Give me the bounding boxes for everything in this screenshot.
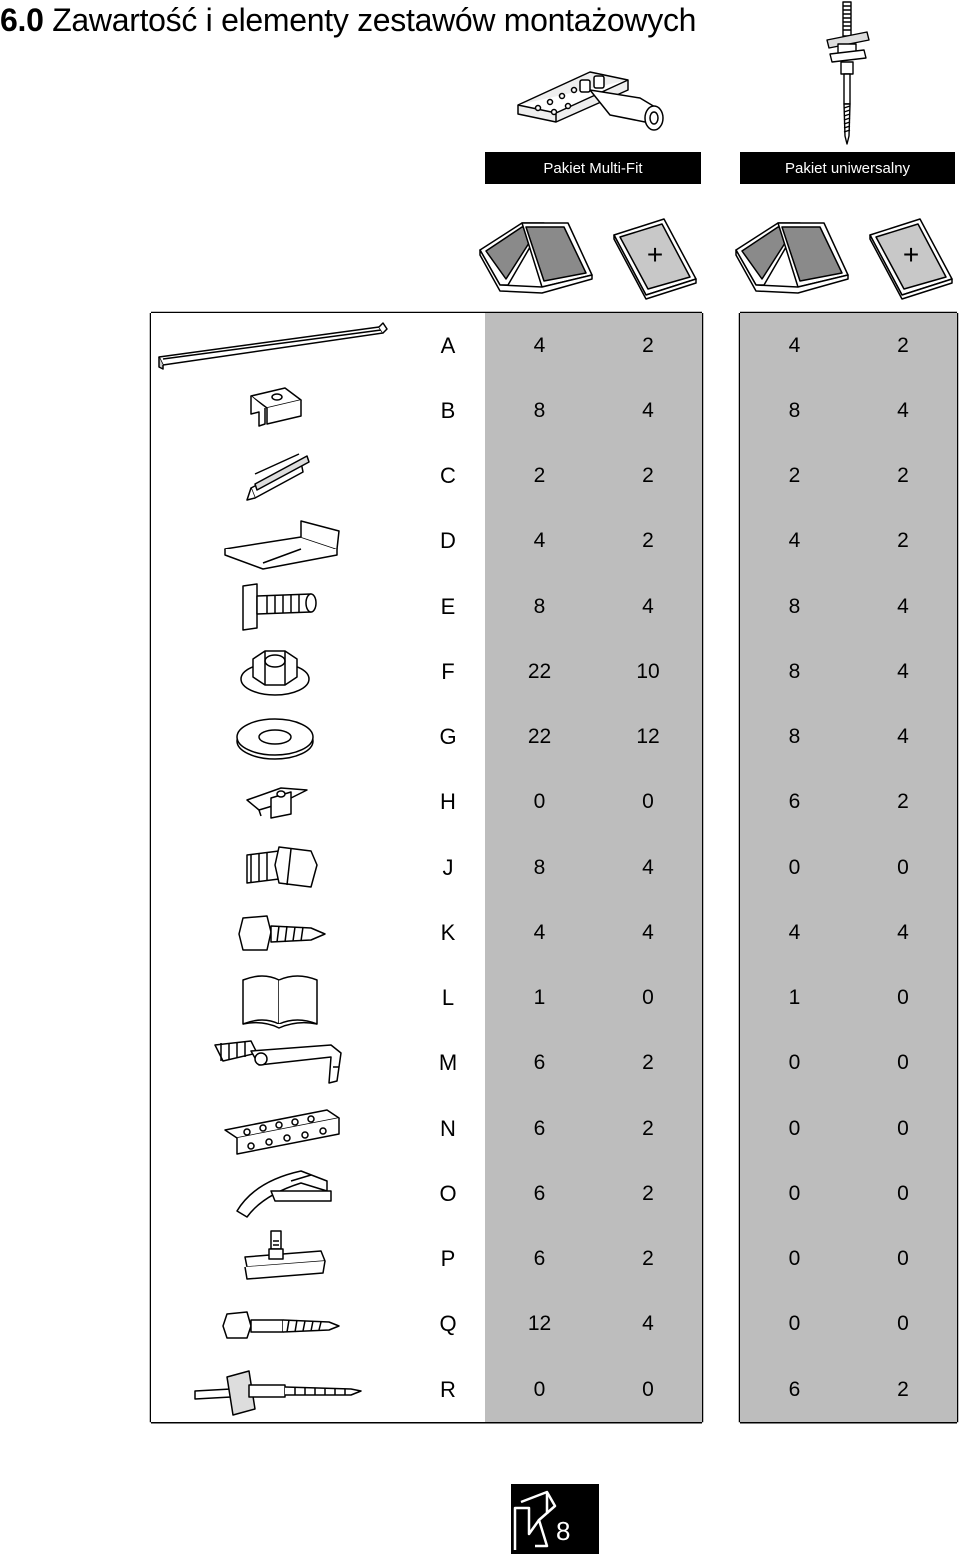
multifit-base-qty: 4 (485, 313, 594, 378)
universal-base-qty: 0 (740, 1227, 849, 1292)
universal-base-qty: 4 (740, 509, 849, 574)
universal-extension-qty: 2 (849, 770, 957, 835)
hanger-bolt-icon (151, 1357, 411, 1422)
multifit-extension-qty: 4 (594, 574, 702, 639)
part-letter: O (411, 1161, 485, 1226)
t-bolt-icon (151, 574, 411, 639)
part-letter: R (411, 1357, 485, 1422)
section-number: 6.0 (0, 2, 44, 38)
part-letter: H (411, 770, 485, 835)
universal-extension-qty: 2 (849, 313, 957, 378)
manual-book-icon (151, 966, 411, 1031)
self-tapping-screw-icon (151, 900, 411, 965)
part-image (151, 900, 411, 965)
universal-base-qty: 0 (740, 1161, 849, 1226)
multifit-extension-qty: 0 (594, 770, 702, 835)
multifit-extension-qty: 2 (594, 509, 702, 574)
multifit-base-qty: 6 (485, 1227, 594, 1292)
clamp-block-icon (151, 378, 411, 443)
multifit-extension-qty: 2 (594, 1096, 702, 1161)
rail-connector-icon (151, 444, 411, 509)
page-logo (511, 1484, 599, 1554)
multifit-extension-plus: + (646, 239, 664, 270)
universal-extension-qty: 2 (849, 509, 957, 574)
hex-bolt-icon (151, 835, 411, 900)
universal-base-qty: 8 (740, 574, 849, 639)
part-letter: G (411, 705, 485, 770)
part-image (151, 1357, 411, 1422)
part-letter: B (411, 378, 485, 443)
universal-base-qty: 0 (740, 835, 849, 900)
part-image (151, 1292, 411, 1357)
universal-base-qty: 2 (740, 444, 849, 509)
part-image (151, 1161, 411, 1226)
multifit-extension-qty: 4 (594, 835, 702, 900)
multifit-extension-qty: 0 (594, 966, 702, 1031)
multifit-base-qty: 1 (485, 966, 594, 1031)
part-image (151, 509, 411, 574)
multifit-base-qty: 6 (485, 1031, 594, 1096)
multifit-base-qty: 0 (485, 770, 594, 835)
universal-base-qty: 4 (740, 313, 849, 378)
universal-extension-qty: 0 (849, 1096, 957, 1161)
part-letter: D (411, 509, 485, 574)
kit-header-multifit: Pakiet Multi-Fit (485, 152, 701, 184)
universal-base-qty: 8 (740, 639, 849, 704)
washer-icon (151, 705, 411, 770)
universal-extension-qty: 0 (849, 835, 957, 900)
multifit-base-qty: 22 (485, 705, 594, 770)
bolted-clamp-icon (151, 1227, 411, 1292)
universal-extension-qty: 4 (849, 378, 957, 443)
universal-base-qty: 0 (740, 1031, 849, 1096)
multifit-extension-qty: 4 (594, 378, 702, 443)
part-image (151, 1227, 411, 1292)
kit-header-universal: Pakiet uniwersalny (740, 152, 955, 184)
perforated-angle-icon (151, 1096, 411, 1161)
multifit-extension-qty: 2 (594, 1031, 702, 1096)
multifit-extension-qty: 4 (594, 1292, 702, 1357)
part-letter: J (411, 835, 485, 900)
section-title: Zawartość i elementy zestawów montażowych (52, 2, 697, 38)
universal-extension-qty: 0 (849, 1161, 957, 1226)
multifit-base-qty: 22 (485, 639, 594, 704)
spring-clip-icon (151, 770, 411, 835)
multifit-base-qty: 4 (485, 509, 594, 574)
multifit-extension-qty: 0 (594, 1357, 702, 1422)
multifit-extension-qty: 2 (594, 1227, 702, 1292)
part-letter: M (411, 1031, 485, 1096)
part-image (151, 966, 411, 1031)
part-image (151, 1096, 411, 1161)
lag-screw-icon (151, 1292, 411, 1357)
multifit-base-qty: 2 (485, 444, 594, 509)
part-image (151, 705, 411, 770)
part-letter: N (411, 1096, 485, 1161)
part-letter: L (411, 966, 485, 1031)
flange-nut-icon (151, 639, 411, 704)
tile-hook-icon (151, 1161, 411, 1226)
part-image (151, 313, 411, 378)
universal-extension-qty: 0 (849, 966, 957, 1031)
flashing-plate-icon (151, 509, 411, 574)
roof-hook-icon (151, 1031, 411, 1096)
universal-extension-qty: 4 (849, 574, 957, 639)
universal-base-qty: 1 (740, 966, 849, 1031)
universal-extension-qty: 2 (849, 444, 957, 509)
universal-extension-qty: 0 (849, 1292, 957, 1357)
multifit-base-qty: 8 (485, 835, 594, 900)
multifit-base-qty: 6 (485, 1096, 594, 1161)
multifit-base-qty: 8 (485, 378, 594, 443)
multifit-extension-qty: 12 (594, 705, 702, 770)
part-letter: E (411, 574, 485, 639)
multifit-base-qty: 12 (485, 1292, 594, 1357)
universal-base-qty: 6 (740, 770, 849, 835)
multifit-extension-qty: 10 (594, 639, 702, 704)
part-image (151, 770, 411, 835)
universal-extension-qty: 0 (849, 1031, 957, 1096)
part-letter: C (411, 444, 485, 509)
multifit-base-qty: 8 (485, 574, 594, 639)
mounting-rail-icon (151, 313, 411, 378)
page-number: 8 (556, 1516, 571, 1546)
part-image (151, 378, 411, 443)
company-logo-icon (511, 1484, 599, 1554)
part-letter: Q (411, 1292, 485, 1357)
part-letter: A (411, 313, 485, 378)
universal-base-qty: 6 (740, 1357, 849, 1422)
universal-base-qty: 0 (740, 1292, 849, 1357)
universal-base-qty: 4 (740, 900, 849, 965)
part-letter: P (411, 1227, 485, 1292)
part-image (151, 1031, 411, 1096)
universal-extension-qty: 0 (849, 1227, 957, 1292)
part-image (151, 444, 411, 509)
universal-extension-qty: 4 (849, 900, 957, 965)
universal-extension-qty: 2 (849, 1357, 957, 1422)
universal-extension-qty: 4 (849, 639, 957, 704)
universal-base-qty: 8 (740, 378, 849, 443)
multifit-base-qty: 0 (485, 1357, 594, 1422)
universal-extension-qty: 4 (849, 705, 957, 770)
part-letter: K (411, 900, 485, 965)
multifit-extension-qty: 2 (594, 1161, 702, 1226)
part-letter: F (411, 639, 485, 704)
part-image (151, 639, 411, 704)
multifit-extension-qty: 4 (594, 900, 702, 965)
part-image (151, 574, 411, 639)
multifit-extension-qty: 2 (594, 313, 702, 378)
multifit-extension-qty: 2 (594, 444, 702, 509)
multifit-base-qty: 4 (485, 900, 594, 965)
multifit-base-qty: 6 (485, 1161, 594, 1226)
universal-extension-plus: + (902, 239, 920, 270)
universal-base-qty: 0 (740, 1096, 849, 1161)
universal-base-qty: 8 (740, 705, 849, 770)
part-image (151, 835, 411, 900)
